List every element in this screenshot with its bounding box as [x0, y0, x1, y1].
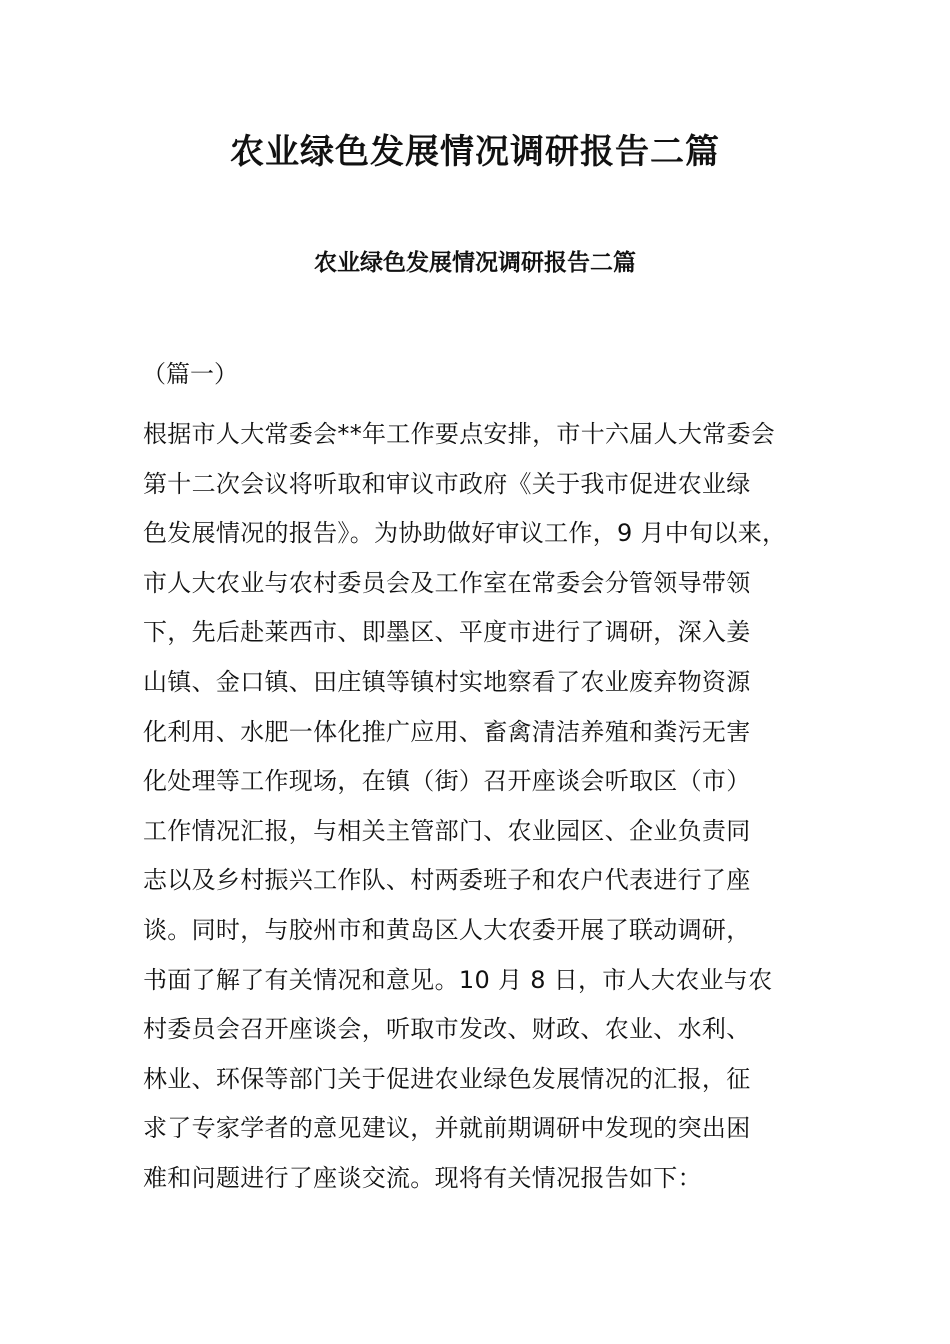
paragraph-line: 工作情况汇报，与相关主管部门、农业园区、企业负责同: [143, 816, 751, 845]
paragraph-line: 第十二次会议将听取和审议市政府《关于我市促进农业绿: [143, 469, 751, 498]
document-subtitle: 农业绿色发展情况调研报告二篇: [314, 250, 636, 276]
paragraph-line: 求了专家学者的意见建议，并就前期调研中发现的突出困: [143, 1114, 751, 1143]
document-title: 农业绿色发展情况调研报告二篇: [230, 132, 720, 172]
paragraph-line: 书面了解了有关情况和意见。10 月 8 日，市人大农业与农: [143, 965, 773, 994]
paragraph-line: 难和问题进行了座谈交流。现将有关情况报告如下：: [143, 1163, 702, 1192]
paragraph-line: 根据市人大常委会**年工作要点安排，市十六届人大常委会: [143, 420, 776, 448]
section-label: （篇一）: [142, 360, 238, 388]
paragraph-line: 村委员会召开座谈会，听取市发改、财政、农业、水利、: [143, 1015, 751, 1044]
paragraph-line: 志以及乡村振兴工作队、村两委班子和农户代表进行了座: [143, 866, 751, 895]
paragraph-line: 谈。同时，与胶州市和黄岛区人大农委开展了联动调研，: [143, 915, 751, 944]
paragraph-line: 山镇、金口镇、田庄镇等镇村实地察看了农业废弃物资源: [143, 667, 751, 696]
paragraph-line: 市人大农业与农村委员会及工作室在常委会分管领导带领: [143, 568, 751, 597]
body-paragraph: [143, 410, 833, 1204]
paragraph-line: 色发展情况的报告》。为协助做好审议工作，9 月中旬以来，: [143, 519, 787, 548]
paragraph-line: 化利用、水肥一体化推广应用、畜禽清洁养殖和粪污无害: [143, 717, 751, 746]
paragraph-line: 下，先后赴莱西市、即墨区、平度市进行了调研，深入姜: [143, 618, 751, 647]
paragraph-line: 林业、环保等部门关于促进农业绿色发展情况的汇报，征: [143, 1064, 751, 1093]
paragraph-line: 化处理等工作现场，在镇（街）召开座谈会听取区（市）: [143, 767, 751, 796]
